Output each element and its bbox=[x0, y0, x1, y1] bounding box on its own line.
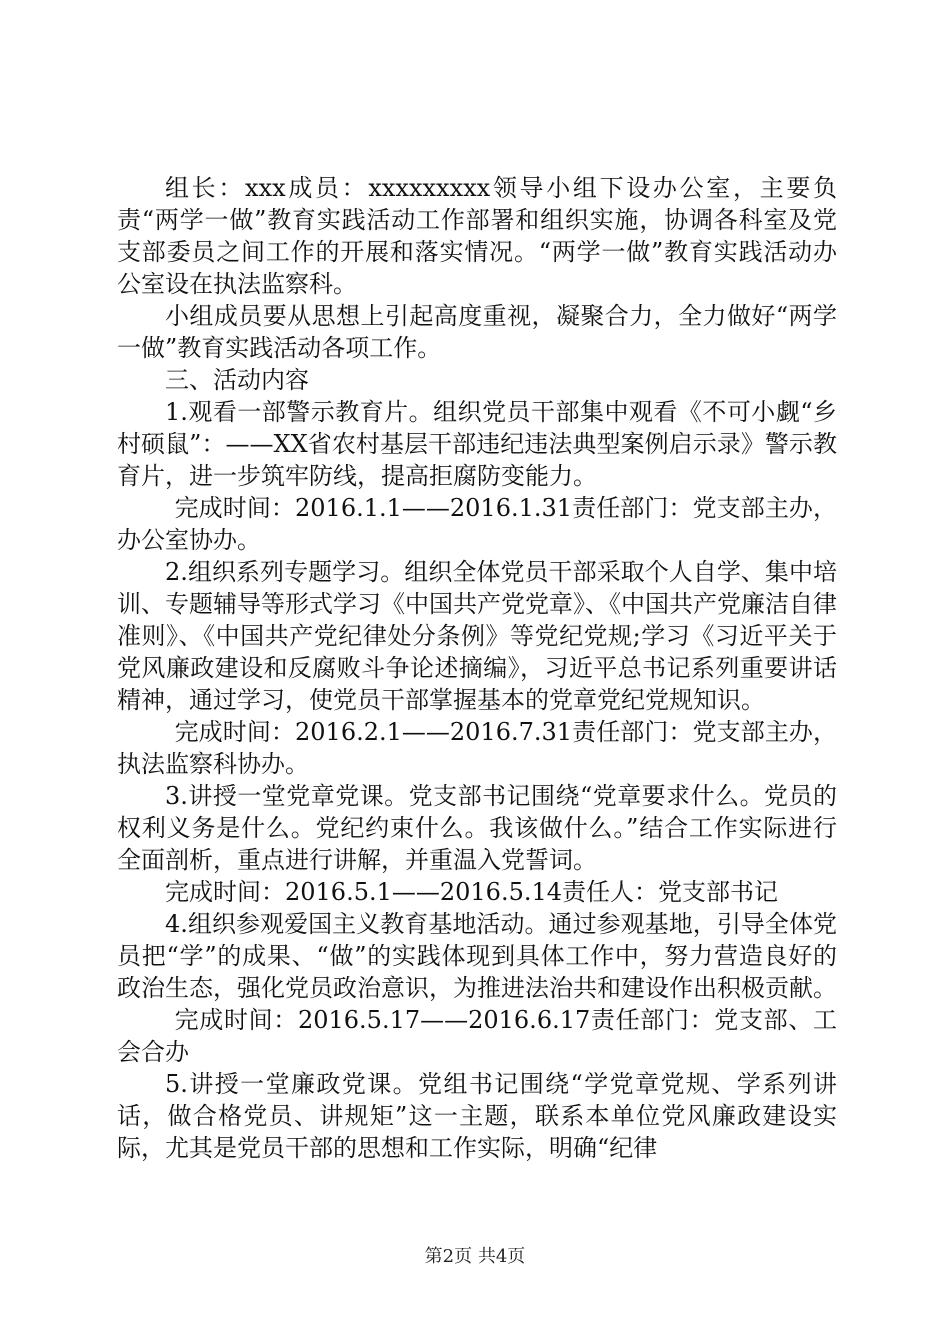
document-body bbox=[117, 172, 837, 1164]
paragraph-item-2: 2.组织系列专题学习。组织全体党员干部采取个人自学、集中培训、专题辅导等形式学习《中国共产党党章》、《中国共产党廉洁自律准则》、《中国共产党纪律处分条例》等党纪党规;学习《习近平关于党风廉政建设和反腐败斗争论述摘编》，习近平总书记系列重要讲话精神，通过学习，使党员干部掌握基本的党章党纪党规知识。 bbox=[117, 558, 837, 714]
paragraph-item-1-schedule: 完成时间：2016.1.1——2016.1.31责任部门：党支部主办，办公室协办。 bbox=[117, 494, 837, 554]
section-heading-activity-content: 三、活动内容 bbox=[165, 366, 309, 394]
paragraph-item-4-schedule: 完成时间：2016.5.17——2016.6.17责任部门：党支部、工会合办 bbox=[117, 1006, 837, 1066]
paragraph-group-members: 小组成员要从思想上引起高度重视，凝聚合力，全力做好“两学一做”教育实践活动各项工作。 bbox=[117, 302, 837, 362]
paragraph-item-4: 4.组织参观爱国主义教育基地活动。通过参观基地，引导全体党员把“学”的成果、“做”的实践体现到具体工作中，努力营造良好的政治生态，强化党员政治意识，为推进法治共和建设作出积极贡献。 bbox=[117, 910, 837, 1002]
paragraph-item-1: 1.观看一部警示教育片。组织党员干部集中观看《不可小觑“乡村硕鼠”：——XX省农村基层干部违纪违法典型案例启示录》警示教育片，进一步筑牢防线，提高拒腐防变能力。 bbox=[117, 398, 837, 490]
paragraph-item-2-schedule: 完成时间：2016.2.1——2016.7.31责任部门：党支部主办，执法监察科协办。 bbox=[117, 718, 837, 778]
page-number-label: 第2页 共4页 bbox=[424, 1246, 526, 1267]
paragraph-leader-group: 组长：xxx成员：xxxxxxxxx领导小组下设办公室，主要负责“两学一做”教育实践活动工作部署和组织实施，协调各科室及党支部委员之间工作的开展和落实情况。“两学一做”教育实践活动办公室设在执法监察科。 bbox=[117, 174, 837, 298]
paragraph-item-3: 3.讲授一堂党章党课。党支部书记围绕“党章要求什么。党员的权利义务是什么。党纪约束什么。我该做什么。”结合工作实际进行全面剖析，重点进行讲解，并重温入党誓词。 bbox=[117, 782, 837, 874]
page-footer bbox=[0, 1242, 950, 1268]
paragraph-item-5: 5.讲授一堂廉政党课。党组书记围绕“学党章党规、学系列讲话，做合格党员、讲规矩”这一主题，联系本单位党风廉政建设实际，尤其是党员干部的思想和工作实际，明确“纪律 bbox=[117, 1070, 837, 1162]
paragraph-item-3-schedule: 完成时间：2016.5.1——2016.5.14责任人：党支部书记 bbox=[165, 878, 779, 906]
